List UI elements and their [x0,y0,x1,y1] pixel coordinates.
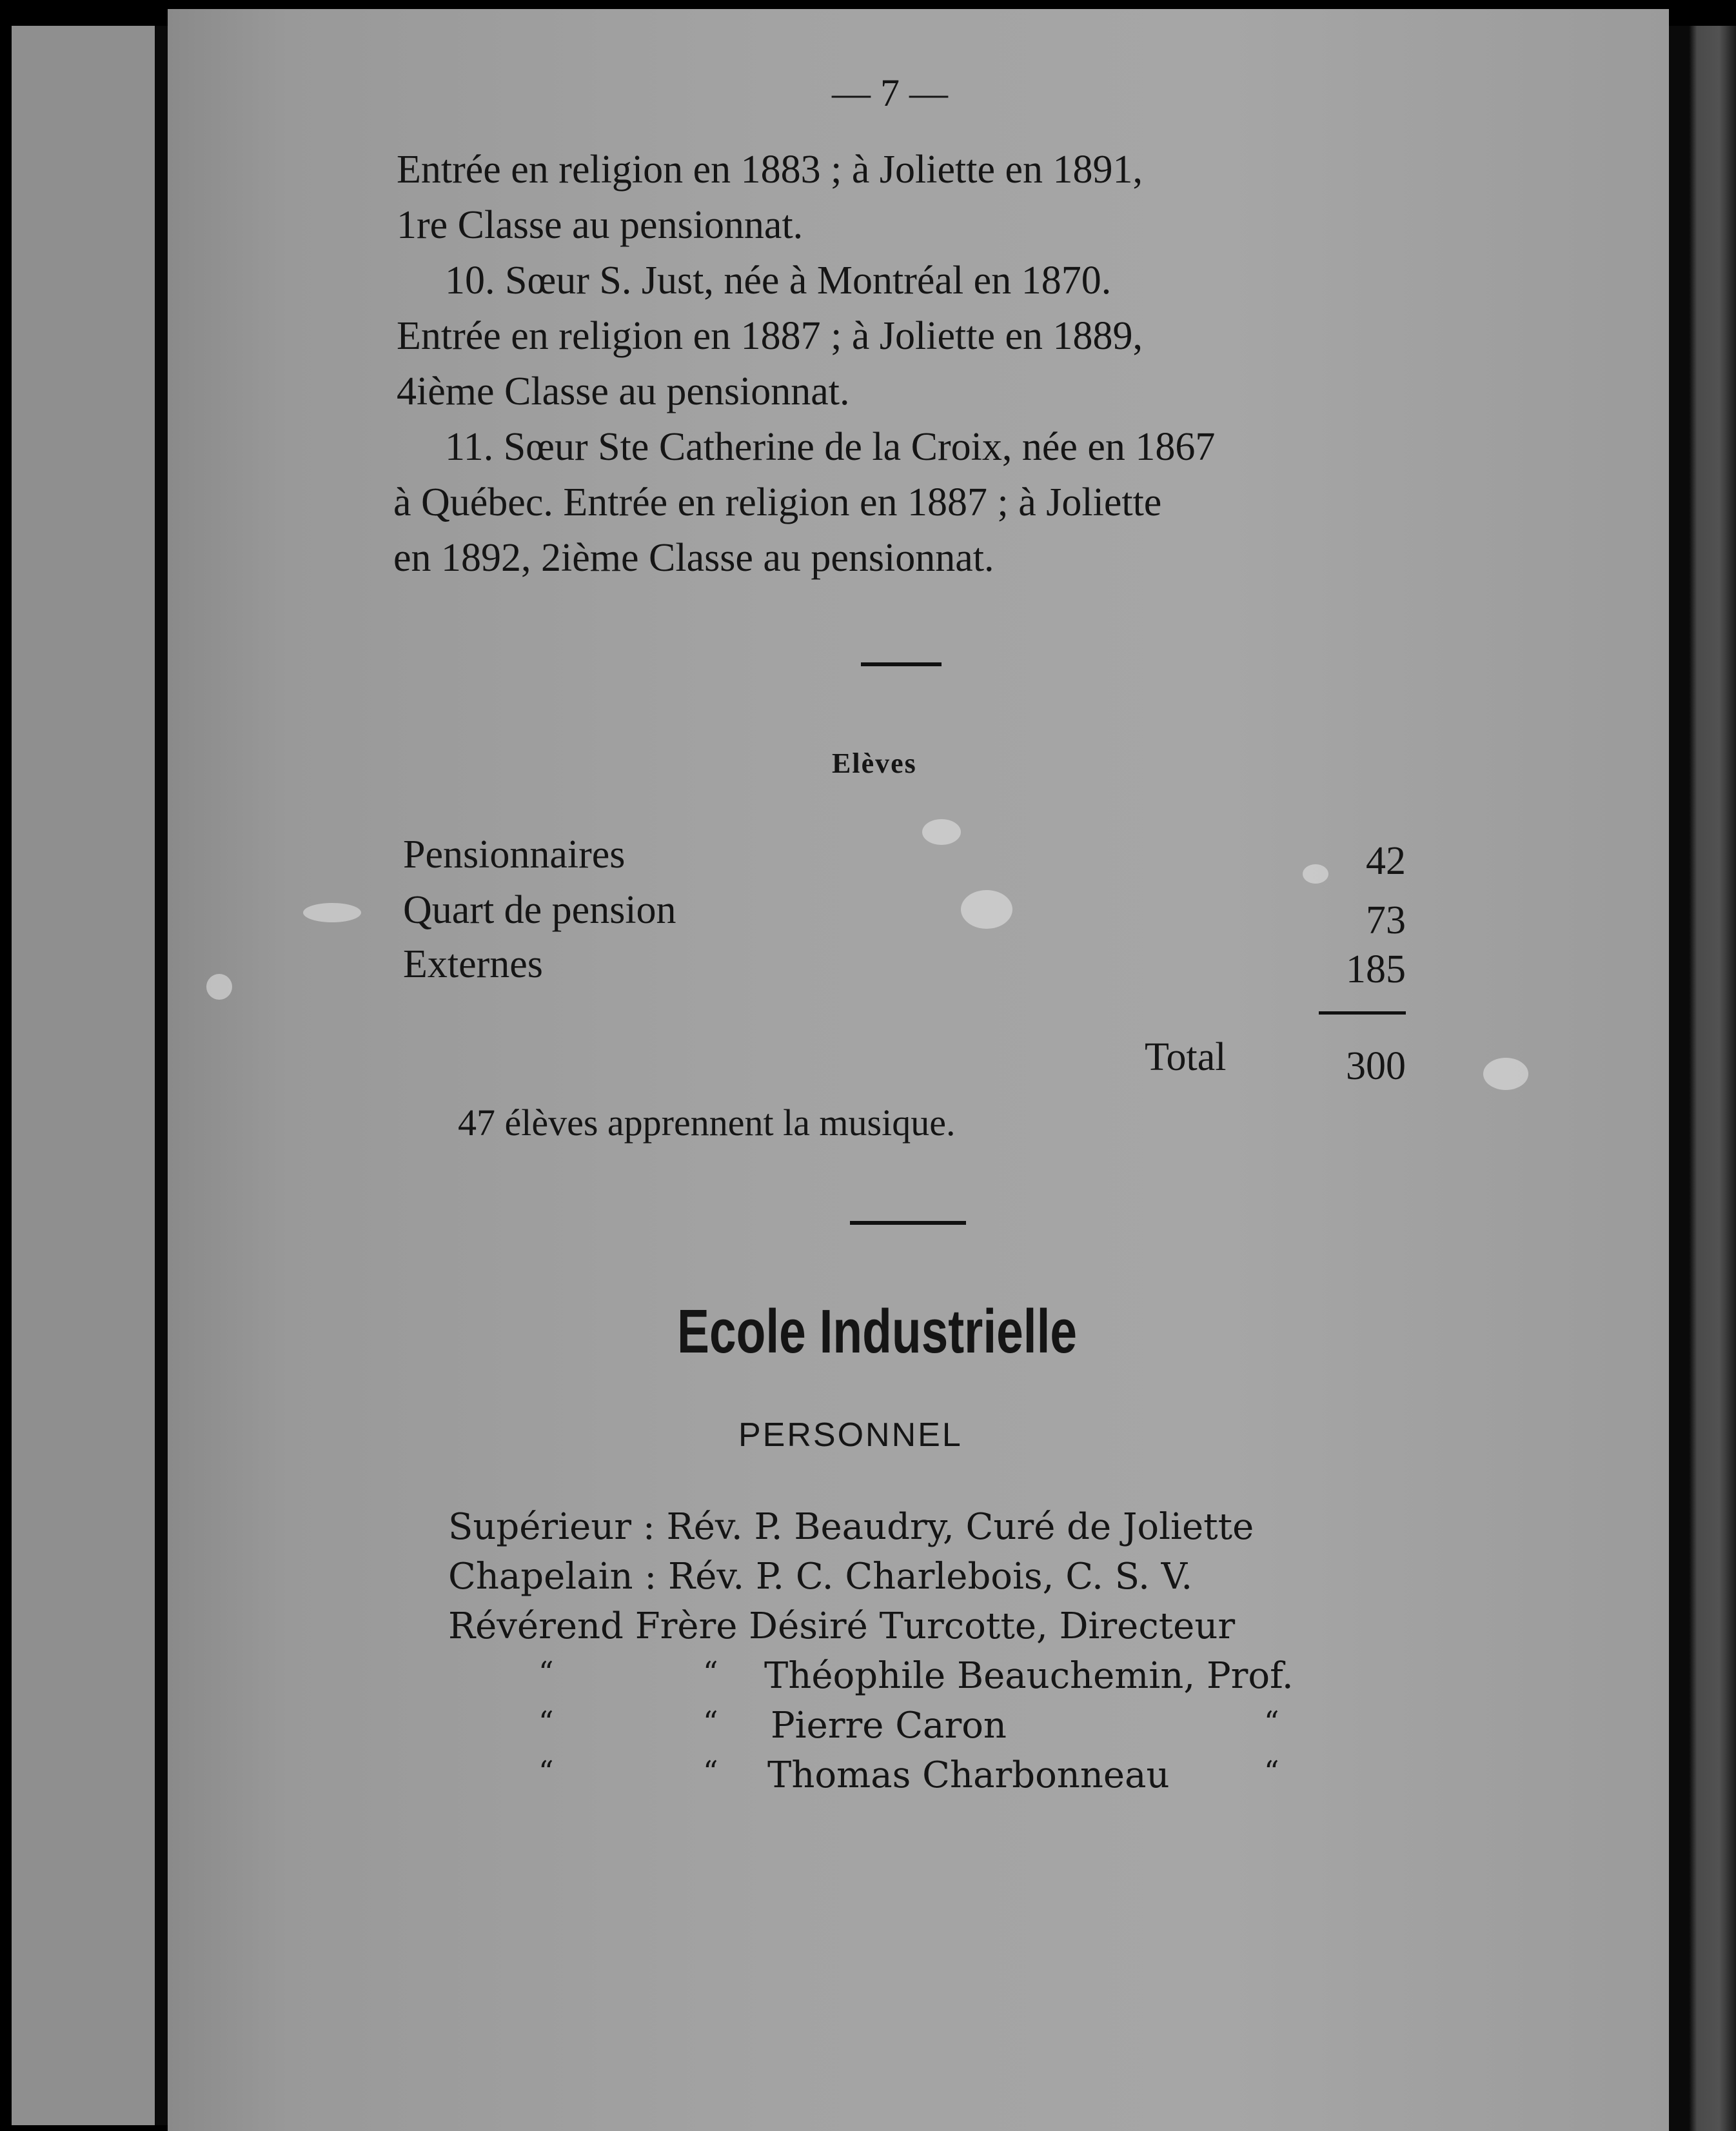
stat-label: Pensionnaires [403,833,626,877]
scan-speck [1483,1058,1528,1090]
section-divider [861,662,942,666]
stat-label: Externes [403,942,543,986]
total-value: 300 [1346,1044,1406,1088]
stat-value: 185 [1346,947,1406,991]
brother-name: Thomas Charbonneau [767,1754,1170,1796]
students-heading: Elèves [832,748,917,779]
ditto-mark: “ [1264,1705,1279,1739]
ditto-mark: “ [538,1754,554,1789]
sum-rule [1319,1011,1406,1015]
book-gutter [155,26,168,2125]
bio-line: 4ième Classe au pensionnat. [397,370,850,413]
section-divider [850,1221,966,1225]
brother-name: Pierre Caron [771,1705,1007,1747]
ditto-mark: “ [538,1705,554,1739]
scan-speck [922,819,961,845]
staff-heading: PERSONNEL [738,1416,963,1454]
school-title: Ecole Industrielle [677,1297,1078,1366]
bio-line: 1re Classe au pensionnat. [397,203,804,247]
stat-value: 42 [1366,839,1406,883]
previous-page-edge [12,26,155,2125]
music-note: 47 élèves apprennent la musique. [458,1102,956,1144]
ditto-mark: “ [1264,1754,1279,1789]
scan-speck [1303,864,1328,884]
page-edge [1669,26,1736,2131]
scan-speck [961,890,1012,929]
ditto-mark: “ [703,1655,718,1690]
stat-label: Quart de pension [403,888,676,932]
bio-line: 10. Sœur S. Just, née à Montréal en 1870. [445,259,1112,302]
ditto-mark: “ [703,1705,718,1739]
stat-value: 73 [1366,898,1406,942]
bio-line: Entrée en religion en 1887 ; à Joliette en 1889, [397,314,1143,358]
staff-line: Chapelain : Rév. P. C. Charlebois, C. S. V. [448,1556,1193,1598]
ditto-mark: “ [703,1754,718,1789]
bio-line: Entrée en religion en 1883 ; à Joliette en 1891, [397,148,1143,192]
staff-line: Supérieur : Rév. P. Beaudry, Curé de Joliette [448,1506,1254,1548]
bio-line: 11. Sœur Ste Catherine de la Croix, née en 1867 [445,425,1216,469]
scan-speck [206,974,232,1000]
brother-name: Théophile Beauchemin, Prof. [764,1655,1294,1697]
ditto-mark: “ [538,1655,554,1690]
staff-line: Révérend Frère Désiré Turcotte, Directeur [448,1605,1236,1647]
bio-line: à Québec. Entrée en religion en 1887 ; à Joliette [393,481,1162,524]
total-label: Total [1145,1035,1227,1079]
scan-speck [303,903,361,922]
bio-line: en 1892, 2ième Classe au pensionnat. [393,536,994,580]
page-number: — 7 — [832,72,948,114]
